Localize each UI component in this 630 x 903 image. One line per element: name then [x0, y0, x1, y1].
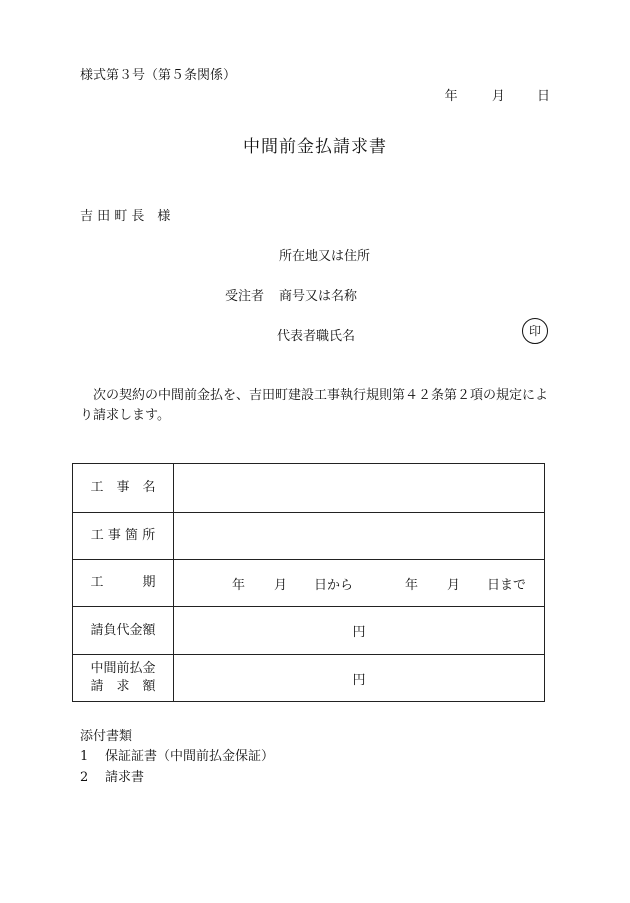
table-row-construction-period [73, 560, 545, 607]
construction-period-label: 工 期 [73, 560, 174, 607]
document-title: 中間前金払請求書 [243, 137, 387, 157]
table-row-advance-request-amount [73, 655, 545, 702]
date-month-label: 月 [491, 89, 505, 104]
applicant-representative-label: 代表者職氏名 [277, 329, 356, 344]
table-row-project-name [73, 464, 545, 513]
attachment-text: 請求書 [105, 770, 145, 785]
form-number: 様式第３号（第５条関係） [80, 68, 237, 83]
date-day-label: 日 [536, 89, 550, 104]
date-line [445, 85, 550, 104]
advance-request-amount-value[interactable]: 円 [174, 655, 545, 702]
applicant-company-label: 商号又は名称 [279, 289, 358, 304]
period-start-year: 年 [232, 578, 246, 593]
period-end-day: 日まで [487, 578, 527, 593]
period-end-year: 年 [405, 578, 419, 593]
project-location-value[interactable] [174, 513, 545, 560]
attachment-item [80, 745, 274, 764]
table-row-project-location [73, 513, 545, 560]
project-name-label: 工 事 名 [73, 464, 174, 513]
table-row-contract-amount [73, 607, 545, 655]
request-body-text: 次の契約の中間前金払を、吉田町建設工事執行規則第４２条第２項の規定により請求します。 [80, 388, 549, 423]
period-end-month: 月 [447, 578, 461, 593]
advance-request-amount-label [73, 655, 174, 702]
attachment-text: 保証証書（中間前払金保証） [105, 749, 275, 764]
advance-request-amount-label-line1: 中間前払金 [90, 661, 156, 676]
attachment-item [80, 766, 144, 785]
construction-period-value[interactable] [174, 560, 545, 607]
date-year-label: 年 [444, 89, 458, 104]
applicant-address-label: 所在地又は住所 [279, 249, 371, 264]
contract-info-table [72, 463, 545, 702]
project-name-value[interactable] [174, 464, 545, 513]
addressee: 吉 田 町 長 様 [80, 209, 171, 224]
attachment-number: 1 [80, 749, 89, 764]
period-start-month: 月 [274, 578, 288, 593]
advance-request-amount-label-line2: 請 求 額 [90, 679, 156, 694]
contractor-role-label: 受注者 [225, 289, 265, 304]
attachment-number: 2 [80, 770, 89, 785]
period-start-day: 日から [314, 578, 354, 593]
contract-amount-label: 請負代金額 [73, 607, 174, 655]
project-location-label: 工 事 箇 所 [73, 513, 174, 560]
attachments-heading: 添付書類 [80, 729, 133, 744]
seal-mark: 印 [522, 318, 548, 344]
contract-amount-value[interactable]: 円 [174, 607, 545, 655]
